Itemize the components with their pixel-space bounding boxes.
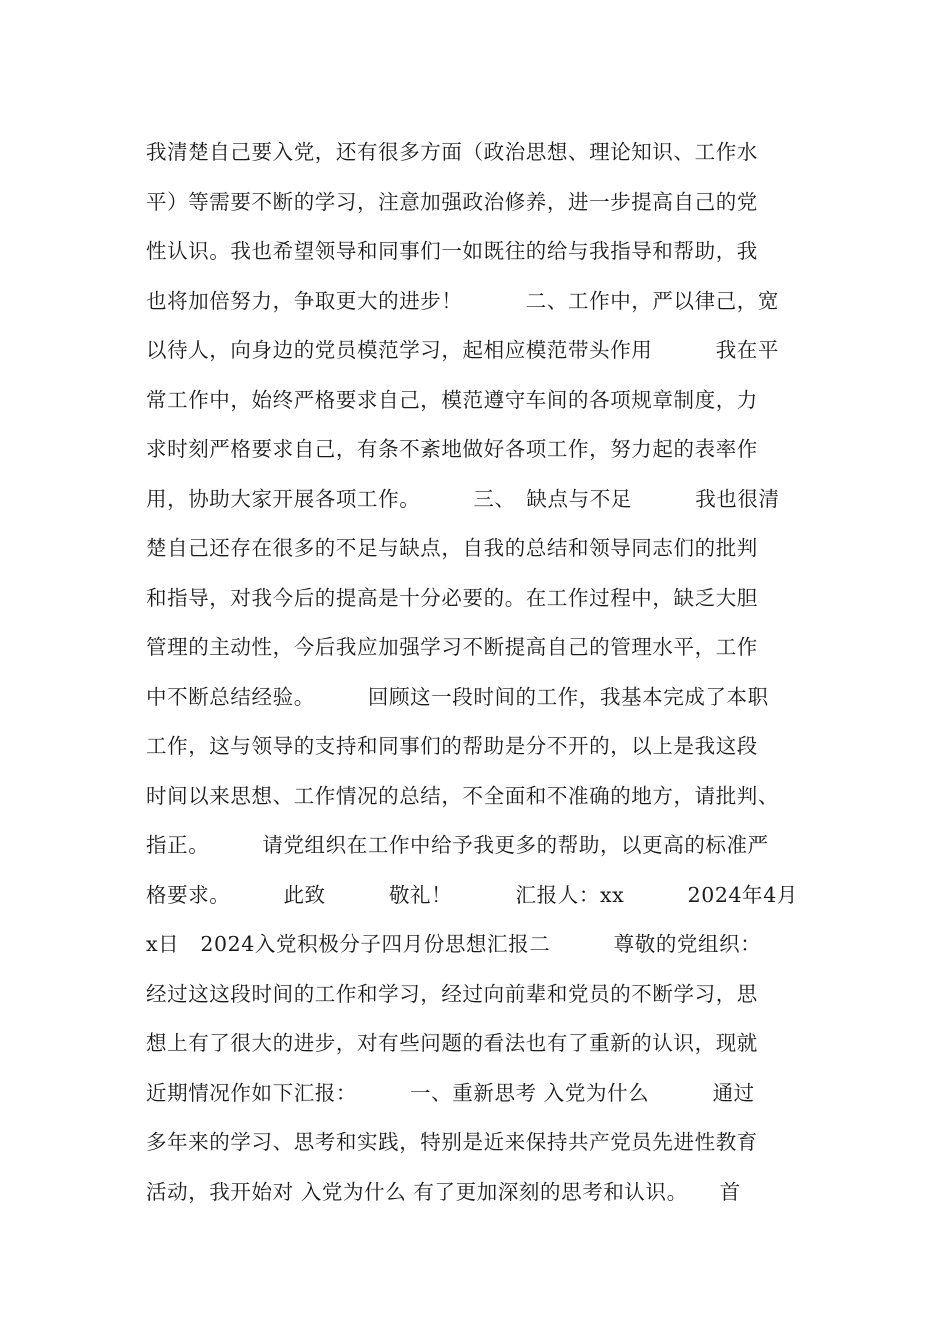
text-line: 和指导，对我今后的提高是十分必要的。在工作过程中，缺乏大胆 bbox=[146, 586, 758, 610]
text-line: 经过这这段时间的工作和学习，经过向前辈和党员的不断学习，思 bbox=[146, 982, 758, 1006]
text-line: 格要求。 此致 敬礼！ 汇报人：xx 2024年4月 bbox=[146, 883, 798, 907]
text-line: x日 2024入党积极分子四月份思想汇报二 尊敬的党组织： bbox=[146, 932, 762, 956]
text-line: 管理的主动性，今后我应加强学习不断提高自己的管理水平，工作 bbox=[146, 635, 758, 659]
text-line: 求时刻严格要求自己，有条不紊地做好各项工作，努力起的表率作 bbox=[146, 437, 758, 461]
text-line: 用，协助大家开展各项工作。 三、 缺点与不足 我也很清 bbox=[146, 487, 780, 511]
text-line: 想上有了很大的进步，对有些问题的看法也有了重新的认识，现就 bbox=[146, 1031, 758, 1055]
text-line: 工作，这与领导的支持和同事们的帮助是分不开的，以上是我这段 bbox=[146, 734, 758, 758]
text-line: 近期情况作如下汇报： 一、重新思考 入党为什么 通过 bbox=[146, 1081, 755, 1105]
text-line: 楚自己还存在很多的不足与缺点，自我的总结和领导同志们的批判 bbox=[146, 536, 758, 560]
text-line: 我清楚自己要入党，还有很多方面（政治思想、理论知识、工作水 bbox=[146, 140, 758, 164]
text-line: 也将加倍努力，争取更大的进步！ 二、工作中，严以律己，宽 bbox=[146, 289, 779, 313]
text-line: 指正。 请党组织在工作中给予我更多的帮助，以更高的标准严 bbox=[146, 833, 769, 857]
text-line: 常工作中，始终严格要求自己，模范遵守车间的各项规章制度，力 bbox=[146, 388, 758, 412]
text-line: 活动，我开始对 入党为什么 有了更加深刻的思考和认识。 首 bbox=[146, 1180, 741, 1204]
text-line: 时间以来思想、工作情况的总结，不全面和不准确的地方，请批判、 bbox=[146, 784, 779, 808]
text-line: 多年来的学习、思考和实践，特别是近来保持共产党员先进性教育 bbox=[146, 1130, 758, 1154]
text-line: 平）等需要不断的学习，注意加强政治修养，进一步提高自己的党 bbox=[146, 190, 758, 214]
text-line: 以待人，向身边的党员模范学习，起相应模范带头作用 我在平 bbox=[146, 338, 779, 362]
text-line: 中不断总结经验。 回顾这一段时间的工作，我基本完成了本职 bbox=[146, 685, 769, 709]
text-line: 性认识。我也希望领导和同事们一如既往的给与我指导和帮助，我 bbox=[146, 239, 758, 263]
